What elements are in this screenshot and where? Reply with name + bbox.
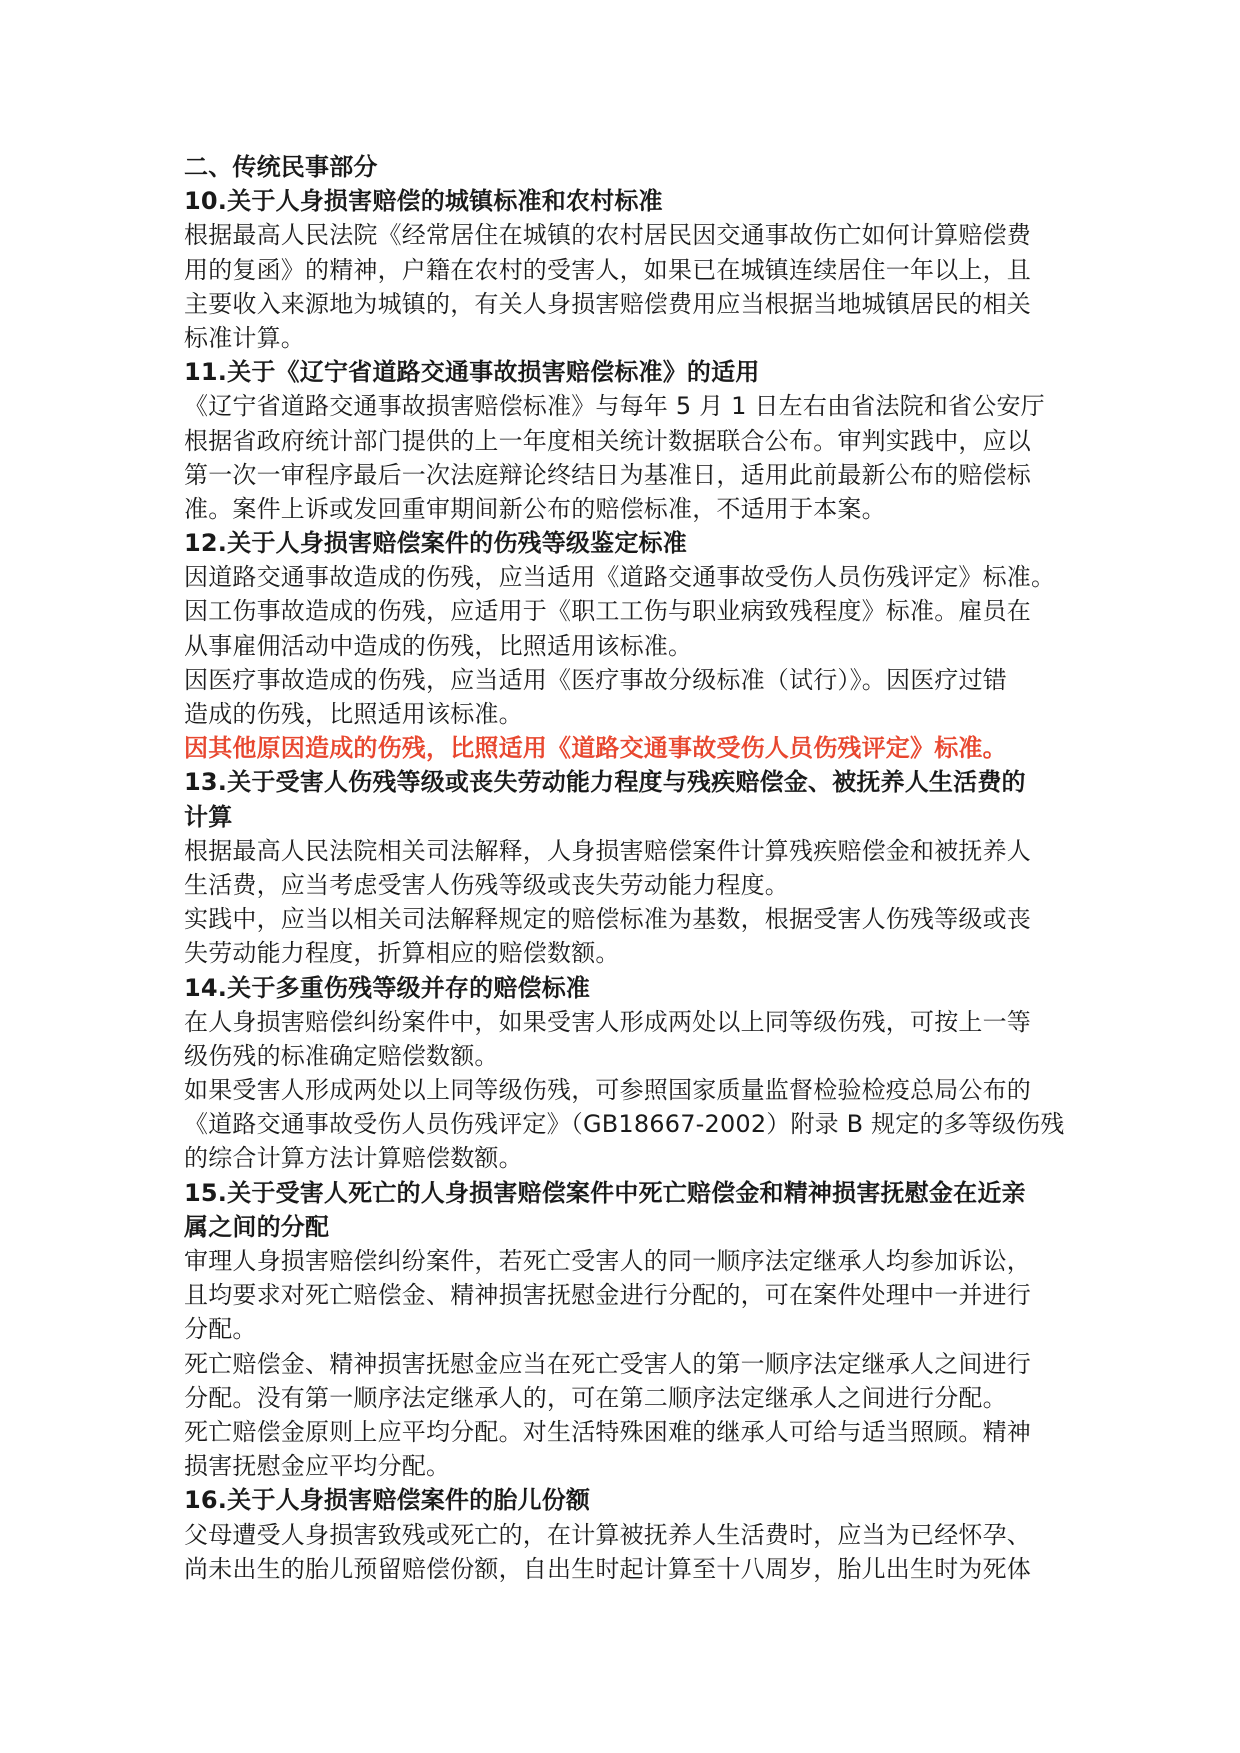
paragraph-line: 用的复函》的精神，户籍在农村的受害人，如果已在城镇连续居住一年以上，且 — [184, 255, 1031, 284]
paragraph-line: 损害抚慰金应平均分配。 — [184, 1452, 451, 1481]
paragraph-line: 失劳动能力程度，折算相应的赔偿数额。 — [184, 939, 620, 968]
paragraph-line: 级伤残的标准确定赔偿数额。 — [184, 1041, 499, 1070]
paragraph-line: 从事雇佣活动中造成的伤残，比照适用该标准。 — [184, 631, 693, 660]
paragraph-line: 生活费，应当考虑受害人伤残等级或丧失劳动能力程度。 — [184, 870, 789, 899]
highlighted-paragraph-line: 因其他原因造成的伤残，比照适用《道路交通事故受伤人员伤残评定》标准。 — [184, 734, 1007, 763]
section-heading: 二、传统民事部分 — [184, 153, 378, 181]
paragraph-line: 审理人身损害赔偿纠纷案件，若死亡受害人的同一顺序法定继承人均参加诉讼， — [184, 1247, 1031, 1275]
section-heading: 13.关于受害人伤残等级或丧失劳动能力程度与残疾赔偿金、被抚养人生活费的 — [184, 768, 1026, 797]
paragraph-line: 实践中，应当以相关司法解释规定的赔偿标准为基数，根据受害人伤残等级或丧 — [184, 905, 1031, 934]
paragraph-line: 因医疗事故造成的伤残，应当适用《医疗事故分级标准（试行）》。因医疗过错 — [184, 665, 1007, 694]
paragraph-line: 死亡赔偿金、精神损害抚慰金应当在死亡受害人的第一顺序法定继承人之间进行 — [184, 1349, 1031, 1378]
paragraph-line: 《辽宁省道路交通事故损害赔偿标准》与每年 5 月 1 日左右由省法院和省公安厅 — [184, 392, 1045, 421]
document-page — [184, 150, 1064, 1586]
paragraph-line: 造成的伤残，比照适用该标准。 — [184, 700, 523, 728]
paragraph-line: 标准计算。 — [184, 323, 305, 352]
paragraph-line: 主要收入来源地为城镇的，有关人身损害赔偿费用应当根据当地城镇居民的相关 — [184, 289, 1031, 318]
section-heading: 15.关于受害人死亡的人身损害赔偿案件中死亡赔偿金和精神损害抚慰金在近亲 — [184, 1178, 1026, 1207]
paragraph-line: 在人身损害赔偿纠纷案件中，如果受害人形成两处以上同等级伤残，可按上一等 — [184, 1007, 1031, 1036]
section-heading: 11.关于《辽宁省道路交通事故损害赔偿标准》的适用 — [184, 358, 760, 387]
paragraph-line: 根据最高人民法院《经常居住在城镇的农村居民因交通事故伤亡如何计算赔偿费 — [184, 221, 1031, 250]
section-heading: 10.关于人身损害赔偿的城镇标准和农村标准 — [184, 187, 663, 216]
paragraph-line: 《道路交通事故受伤人员伤残评定》（GB18667-2002）附录 B 规定的多等级伤残 — [184, 1110, 1065, 1139]
paragraph-line: 且均要求对死亡赔偿金、精神损害抚慰金进行分配的，可在案件处理中一并进行 — [184, 1281, 1031, 1310]
paragraph-line: 因道路交通事故造成的伤残，应当适用《道路交通事故受伤人员伤残评定》标准。 — [184, 563, 1056, 592]
paragraph-line: 尚未出生的胎儿预留赔偿份额，自出生时起计算至十八周岁，胎儿出生时为死体 — [184, 1554, 1031, 1583]
paragraph-line: 根据最高人民法院相关司法解释，人身损害赔偿案件计算残疾赔偿金和被抚养人 — [184, 836, 1031, 865]
section-heading: 16.关于人身损害赔偿案件的胎儿份额 — [184, 1486, 591, 1515]
paragraph-line: 第一次一审程序最后一次法庭辩论终结日为基准日，适用此前最新公布的赔偿标 — [184, 460, 1031, 489]
section-heading: 14.关于多重伤残等级并存的赔偿标准 — [184, 973, 591, 1002]
paragraph-line: 准。案件上诉或发回重审期间新公布的赔偿标准，不适用于本案。 — [184, 494, 886, 523]
paragraph-line: 如果受害人形成两处以上同等级伤残，可参照国家质量监督检验检疫总局公布的 — [184, 1076, 1031, 1105]
section-heading: 计算 — [184, 802, 233, 831]
paragraph-line: 分配。 — [184, 1315, 257, 1344]
paragraph-line: 因工伤事故造成的伤残，应适用于《职工工伤与职业病致残程度》标准。雇员在 — [184, 597, 1031, 626]
section-heading: 属之间的分配 — [184, 1212, 330, 1241]
paragraph-line: 父母遭受人身损害致残或死亡的，在计算被抚养人生活费时，应当为已经怀孕、 — [184, 1520, 1031, 1549]
section-heading: 12.关于人身损害赔偿案件的伤残等级鉴定标准 — [184, 529, 687, 558]
paragraph-line: 的综合计算方法计算赔偿数额。 — [184, 1144, 523, 1173]
paragraph-line: 根据省政府统计部门提供的上一年度相关统计数据联合公布。审判实践中，应以 — [184, 426, 1031, 455]
paragraph-line: 死亡赔偿金原则上应平均分配。对生活特殊困难的继承人可给与适当照顾。精神 — [184, 1417, 1031, 1446]
paragraph-line: 分配。没有第一顺序法定继承人的，可在第二顺序法定继承人之间进行分配。 — [184, 1383, 1007, 1412]
